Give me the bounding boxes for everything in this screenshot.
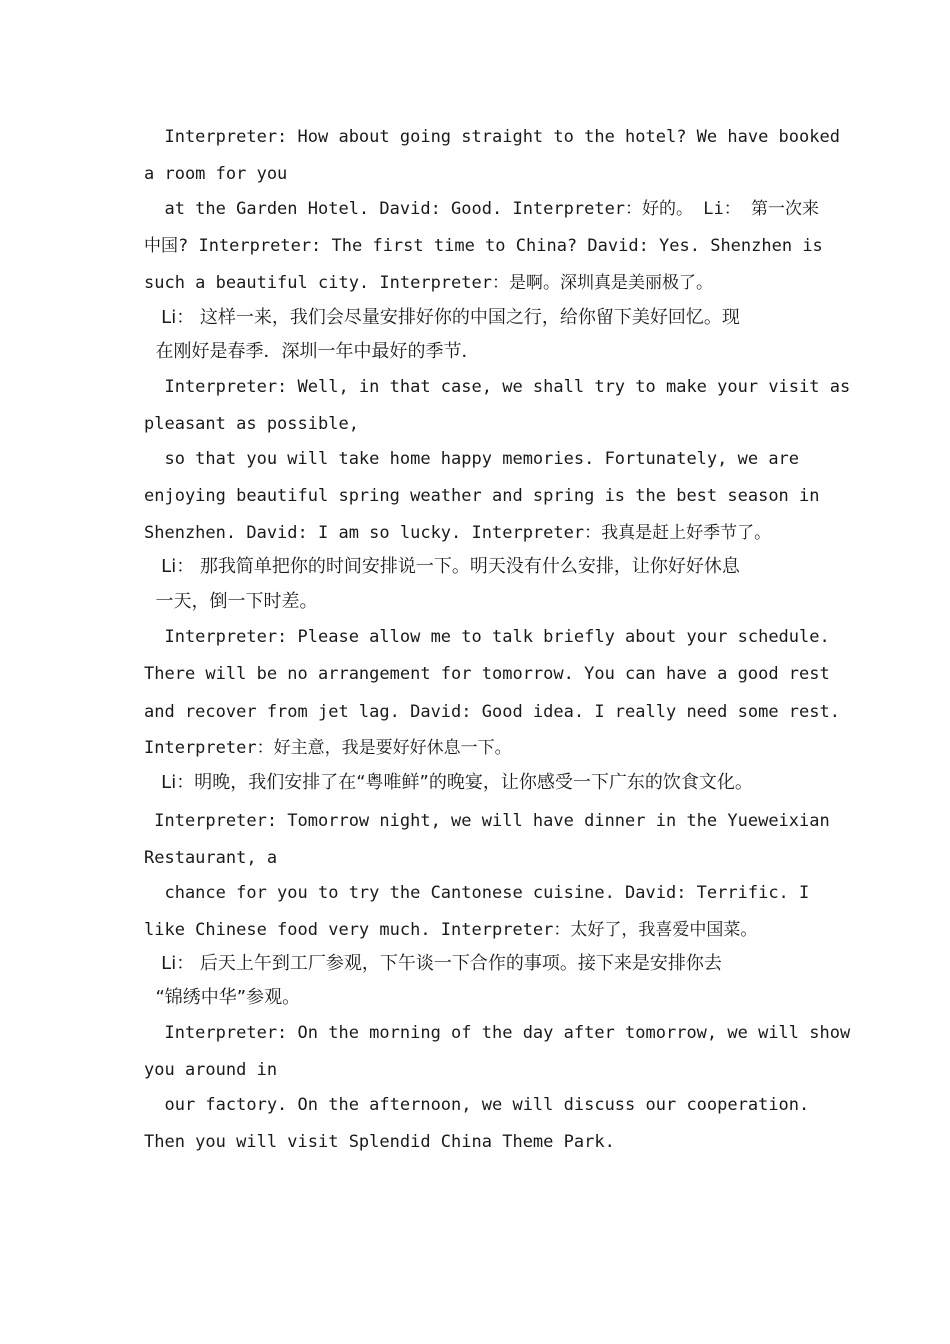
- text-line: enjoying beautiful spring weather and spring is the best season in: [144, 486, 820, 506]
- text-line: 在刚好是春季．深圳一年中最好的季节．: [144, 341, 480, 362]
- text-line: our factory. On the afternoon, we will discuss our cooperation.: [144, 1095, 810, 1115]
- text-line: you around in: [144, 1060, 278, 1080]
- text-line: Interpreter: Please allow me to talk briefly about your schedule.: [144, 627, 830, 647]
- text-line: chance for you to try the Cantonese cuisine. David: Terrific. I: [144, 883, 810, 903]
- text-line: Interpreter: On the morning of the day after tomorrow, we will show: [144, 1023, 851, 1043]
- text-line: so that you will take home happy memories. Fortunately, we are: [144, 449, 800, 469]
- text-line: “锦绣中华”参观。: [144, 987, 301, 1008]
- text-line: Li：明晚，我们安排了在“粤唯鲜”的晚宴，让你感受一下广东的饮食文化。: [144, 772, 753, 793]
- text-line: Interpreter: How about going straight to the hotel? We have booked: [144, 127, 840, 147]
- text-line: such a beautiful city. Interpreter：是啊。深圳真是美丽极了。: [144, 273, 713, 293]
- text-line: Interpreter：好主意，我是要好好休息一下。: [144, 738, 512, 758]
- text-line: There will be no arrangement for tomorrow. You can have a good rest: [144, 664, 830, 684]
- text-line: a room for you: [144, 164, 288, 184]
- text-line: Li： 后天上午到工厂参观，下午谈一下合作的事项。接下来是安排你去: [144, 953, 722, 974]
- text-line: like Chinese food very much. Interpreter：太好了，我喜爱中国菜。: [144, 920, 758, 940]
- text-line: Interpreter: Tomorrow night, we will have dinner in the Yueweixian: [144, 811, 830, 831]
- text-line: 一天，倒一下时差。: [144, 591, 318, 612]
- text-line: Then you will visit Splendid China Theme Park.: [144, 1132, 615, 1152]
- text-line: Li： 这样一来，我们会尽量安排好你的中国之行，给你留下美好回忆。现: [144, 307, 740, 328]
- text-line: and recover from jet lag. David: Good idea. I really need some rest.: [144, 702, 840, 722]
- text-line: Li： 那我简单把你的时间安排说一下。明天没有什么安排，让你好好休息: [144, 556, 740, 577]
- text-line: 中国? Interpreter: The first time to China? David: Yes. Shenzhen is: [144, 236, 823, 256]
- text-line: Restaurant, a: [144, 848, 278, 868]
- text-line: Interpreter: Well, in that case, we shall try to make your visit as: [144, 377, 851, 397]
- text-line: Shenzhen. David: I am so lucky. Interpreter：我真是赶上好季节了。: [144, 523, 772, 543]
- text-line: at the Garden Hotel. David: Good. Interpreter：好的。 Li： 第一次来: [144, 199, 819, 219]
- text-line: pleasant as possible,: [144, 414, 359, 434]
